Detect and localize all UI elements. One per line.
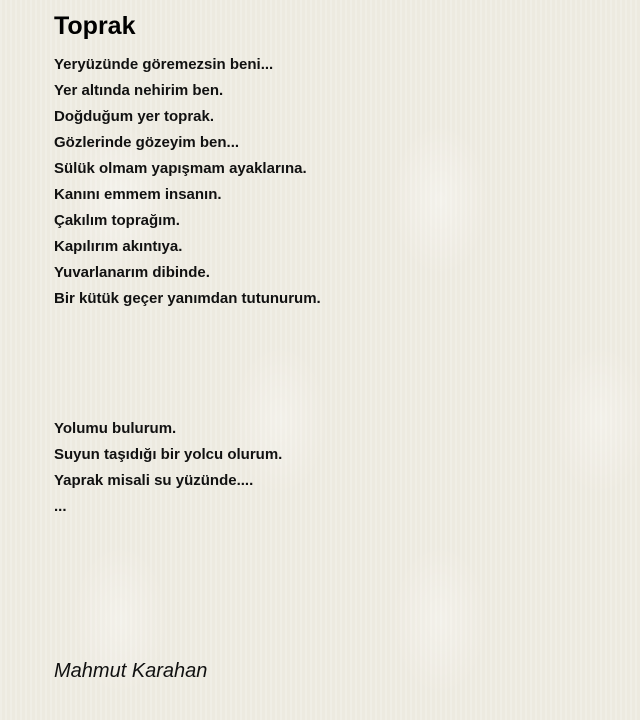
poem-line: Kanını emmem insanın. [54, 186, 222, 203]
poem-line: Gözlerinde gözeyim ben... [54, 134, 240, 151]
poem-line: ... [54, 498, 67, 515]
stanza-1 [54, 52, 614, 312]
poem-line: Çakılım toprağım. [54, 212, 180, 229]
poem-title: Toprak [54, 12, 136, 40]
stanza-gap [54, 312, 614, 416]
poem-line: Yolumu bulurum. [54, 420, 177, 437]
poem-line: Kapılırım akıntıya. [54, 238, 183, 255]
poem-line: Yuvarlanarım dibinde. [54, 264, 210, 281]
poem-container [54, 10, 614, 520]
poem-line: Suyun taşıdığı bir yolcu olurum. [54, 446, 283, 463]
poem-line: Yer altında nehirim ben. [54, 82, 224, 99]
poem-line: Doğduğum yer toprak. [54, 108, 215, 125]
poem-line: Sülük olmam yapışmam ayaklarına. [54, 160, 307, 177]
poem-line: Yeryüzünde göremezsin beni... [54, 56, 274, 73]
poem-author: Mahmut Karahan [54, 660, 208, 682]
poem-line: Bir kütük geçer yanımdan tutunurum. [54, 290, 321, 307]
stanza-2 [54, 416, 614, 520]
poem-line: Yaprak misali su yüzünde.... [54, 472, 254, 489]
